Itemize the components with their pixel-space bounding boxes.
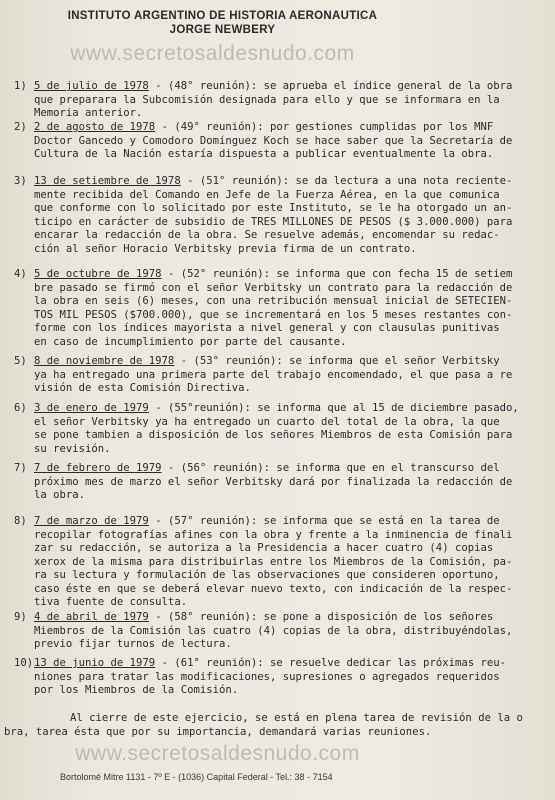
meeting-date: 4 de abril de 1979 [34,611,149,623]
footer-address: Bortolomé Mitre 1131 - 7º E - (1036) Capital Federal - Tel.: 38 - 7154 [60,772,333,782]
minutes-item [14,402,544,456]
meeting-date: 5 de octubre de 1978 [34,268,162,280]
minutes-item [14,515,544,610]
item-number: 2) [14,121,27,133]
item-line [34,462,544,476]
item-number: 5) [14,355,27,367]
minutes-item [14,80,544,121]
item-line: que preparara la Subcomisión designada para ello y que se informara en la [34,93,500,106]
item-line: caso éste en que se deberá elevar nuevo texto, con indicación de la respec- [34,582,513,595]
item-number: 3) [14,175,27,187]
item-line-text: - (53° reunión): se informa que el señor Verbitsky [174,355,500,367]
meeting-date: 8 de noviembre de 1978 [34,355,175,367]
minutes-item [14,175,544,256]
meeting-date: 13 de setiembre de 1978 [34,175,181,187]
item-number: 8) [14,515,27,527]
item-text [34,515,544,610]
minutes-item [14,462,544,503]
item-line: tiva fuente de consulta. [34,596,188,608]
item-line: Miembros de la Comisión las cuatro (4) copias de la obra, distribuyéndolas, [34,624,513,637]
item-line [34,175,544,189]
meeting-date: 7 de marzo de 1979 [34,515,149,527]
item-text [34,268,544,349]
watermark-bottom: www.secretosaldesnudo.com [75,742,360,765]
item-number: 9) [14,611,27,623]
item-line [34,515,544,529]
item-line: ya ha entregado una primera parte del trabajo encomendado, el que pasa a re [34,368,513,381]
item-line: ra su lectura y formulación de las observaciones que consideren oportuno, [34,569,500,581]
closing-paragraph [4,712,523,739]
meeting-date: 3 de enero de 1979 [34,402,149,414]
item-line: que conforme con lo solicitado por este Instituto, se le ha otorgado un an- [34,202,513,214]
item-line-text: - (51° reunión): se da lectura a una nota reciente- [180,175,513,187]
item-line: ción al señor Horacio Verbitsky previa firma de un contrato. [34,242,417,255]
item-number: 4) [14,268,27,280]
item-line: próximo mes de marzo el señor Verbitsky dará por finalizada la redacción de [34,475,513,488]
meeting-date: 2 de agosto de 1978 [34,121,156,133]
item-line-text: - (52° reunión): se informa que con fecha 15 de setiem [161,268,513,280]
item-line: zar su redacción, se autoriza a la Presidencia a hacer cuatro (4) copias [34,542,494,554]
item-number: 10) [14,657,34,669]
item-number: 1) [14,80,27,92]
item-line: Doctor Gancedo y Comodoro Domínguez Koch se hace saber que la Secretaría de [34,134,513,147]
item-line: previo fijar turnos de lectura. [34,638,232,650]
item-line [34,121,544,135]
meeting-date: 5 de julio de 1978 [34,80,149,92]
item-line-text: - (61° reunión): se resuelve dedicar las próximas reu- [155,657,506,669]
item-line-text: - (49° reunión): por gestiones cumplidas por los MNF [155,121,494,133]
item-line: en caso de incumplimiento por parte del causante. [34,335,347,348]
item-line: la obra. [34,489,86,501]
item-text [34,355,544,396]
minutes-item [14,355,544,396]
item-line-text: - (55°reunión): se informa que al 15 de diciembre pasado, [148,402,519,414]
minutes-item [14,268,544,349]
item-text [34,121,544,162]
item-line [34,611,544,625]
item-line: se pone tambien a disposición de los señores Miembros de esta Comisión para [34,429,513,441]
item-text [34,657,544,698]
item-line [34,402,544,416]
closing-line: bra, tarea ésta que por su importancia, demandará varias reuniones. [4,725,432,738]
item-line: forme con los índices mayorista a nivel general y con clausulas punitivas [34,322,500,334]
item-line-text: - (58° reunión): se pone a disposición de los señores [148,611,494,623]
item-line: ticipo en carácter de subsidio de TRES MILLONES DE PESOS ($ 3.000.000) para [34,215,513,228]
item-line: xerox de la misma para distribuirlas entre los Miembros de la Comisión, pa- [34,555,513,568]
item-line-text: - (57° reunión): se informa que se está en la tarea de [148,515,500,527]
item-text [34,611,544,652]
item-line: bre pasado se firmó con el señor Verbitsky un contrato para la redacción de [34,281,513,294]
minutes-item [14,611,544,652]
item-line: visión de esta Comisión Directiva. [34,382,251,394]
minutes-item [14,657,544,698]
item-text [34,402,544,456]
watermark-top: www.secretosaldesnudo.com [70,42,355,65]
item-line: Cultura de la Nación estaría dispuesta a publicar eventualmente la obra. [34,148,494,160]
item-line: recopilar fotografías afines con la obra y frente a la inminencia de finali [34,528,513,541]
item-line: encarar la redacción de la obra. Se resuelve además, encomendar su redac- [34,229,500,241]
item-line: la obra en seis (6) meses, con una retribución mensual inicial de SETECIEN- [34,295,513,307]
item-text [34,80,544,121]
institute-subtitle: JORGE NEWBERY [169,24,276,36]
item-line: TOS MIL PESOS ($700.000), que se incrementará en los 5 meses restantes con- [34,308,513,321]
item-line: niones para tratar las modificaciones, supresiones o agregados requeridos [34,670,500,683]
item-number: 7) [14,462,27,474]
minutes-item [14,121,544,162]
item-number: 6) [14,402,27,414]
item-line: el señor Verbitsky ya ha entregado un cuarto del total de la obra, la que [34,415,500,428]
meeting-date: 13 de junio de 1979 [34,657,156,669]
item-line-text: - (56° reunión): se informa que en el transcurso del [161,462,500,474]
item-line-text: - (48° reunión): se aprueba el índice general de la obra [148,80,513,92]
item-line: Memoria anterior. [34,107,143,119]
item-line [34,268,544,282]
item-text [34,462,544,503]
item-line [34,80,544,94]
item-line: por los Miembros de la Comisión. [34,684,239,696]
item-line [34,657,544,671]
institute-name: INSTITUTO ARGENTINO DE HISTORIA AERONAUTICA [67,10,378,22]
item-text [34,175,544,256]
item-line [34,355,544,369]
meeting-date: 7 de febrero de 1979 [34,462,162,474]
closing-line: Al cierre de este ejercicio, se está en plena tarea de revisión de la o [70,712,523,724]
item-line: mente recibida del Comando en Jefe de la Fuerza Aérea, en la que comunica [34,188,500,201]
item-line: su revisión. [34,442,111,455]
